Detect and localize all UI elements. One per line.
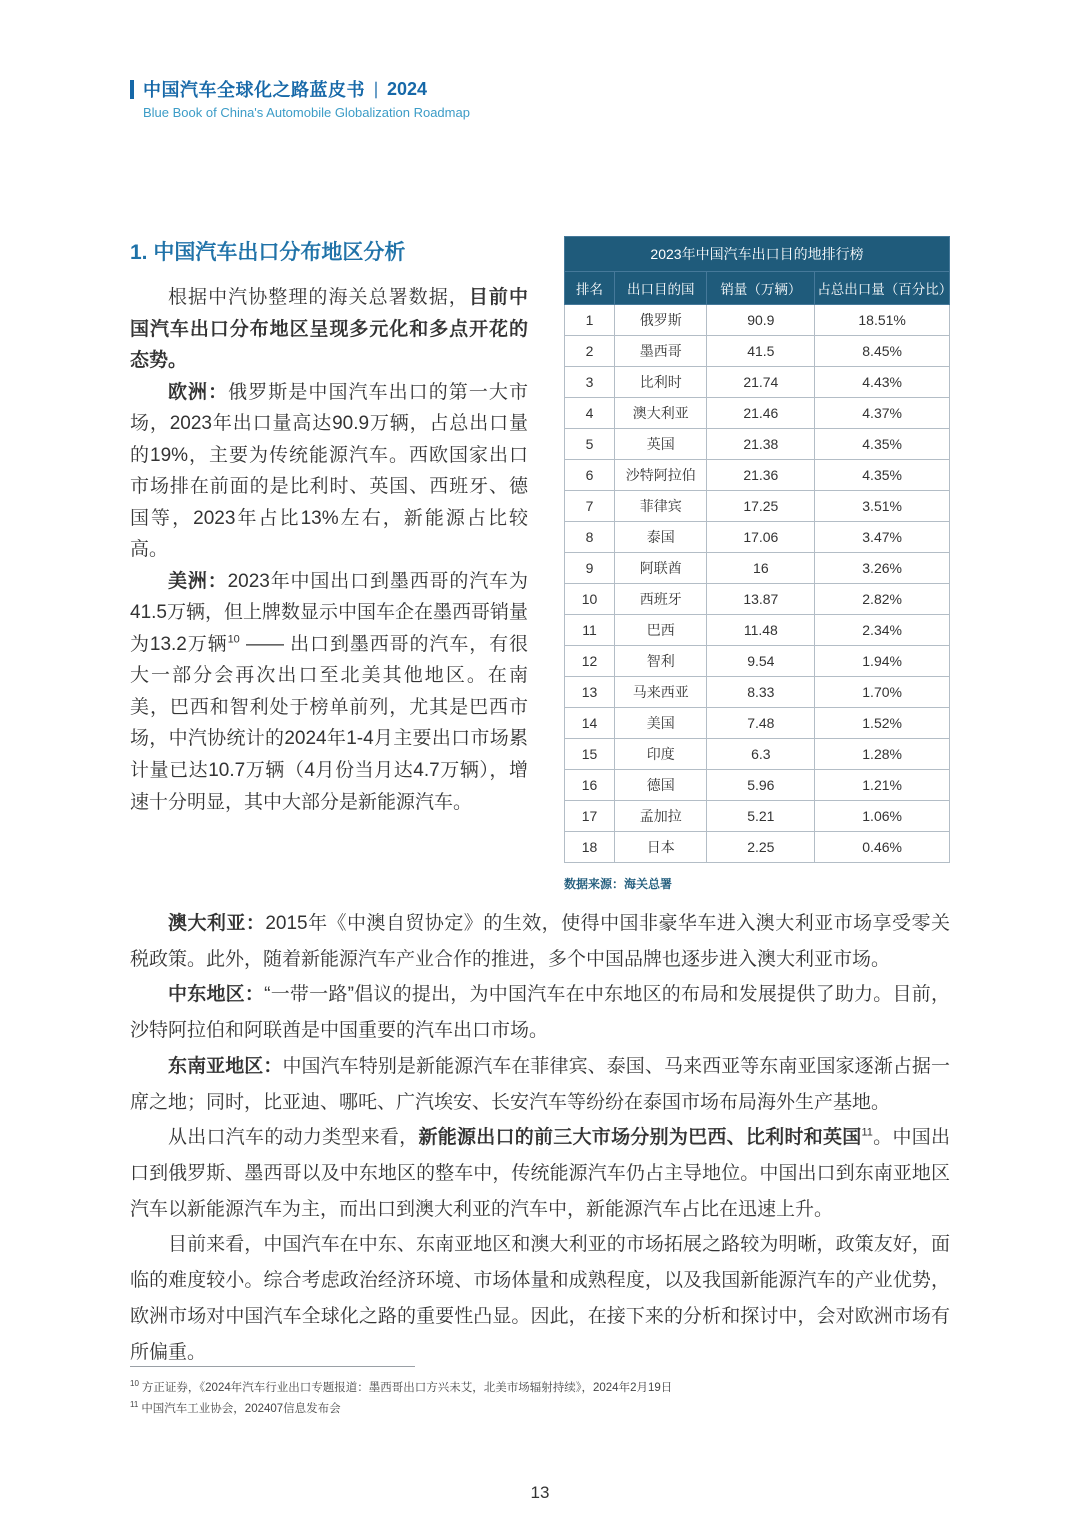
table-cell: 孟加拉 <box>615 801 707 832</box>
table-column-header: 占总出口量（百分比） <box>815 272 950 305</box>
text-segment: 俄罗斯是中国汽车出口的第一大市场，2023年出口量高达90.9万辆，占总出口量的19%，主要为传统能源汽车。西欧国家出口市场排在前面的是比利时、英国、西班牙、德国等，2023年占比13%左右，新能源占比较高。 <box>130 381 528 561</box>
table-cell: 14 <box>565 708 615 739</box>
table-cell: 21.38 <box>707 429 815 460</box>
table-row <box>565 522 950 553</box>
table-row <box>565 677 950 708</box>
table-cell: 2.82% <box>815 584 950 615</box>
table-cell: 16 <box>565 770 615 801</box>
page-content <box>130 236 953 1370</box>
table-source-note: 数据来源：海关总署 <box>564 877 673 891</box>
table-cell: 4.35% <box>815 429 950 460</box>
table-cell: 2.25 <box>707 832 815 863</box>
footnote-text: 方正证券，《2024年汽车行业出口专题报道：墨西哥出口方兴未艾，北美市场辐射持续》，2024年2月19日 <box>141 1381 673 1394</box>
table-cell: 16 <box>707 553 815 584</box>
table-cell: 墨西哥 <box>615 336 707 367</box>
table-column-header: 排名 <box>565 272 615 305</box>
table-cell: 8.45% <box>815 336 950 367</box>
table-cell: 6 <box>565 460 615 491</box>
table-row <box>565 398 950 429</box>
table-cell: 15 <box>565 739 615 770</box>
body-paragraph <box>130 1049 950 1120</box>
export-ranking-table <box>564 236 953 863</box>
body-paragraph <box>130 977 950 1048</box>
table-cell: 马来西亚 <box>615 677 707 708</box>
bold-text: 中东地区： <box>168 984 265 1006</box>
table-row <box>565 429 950 460</box>
table-column <box>564 236 953 892</box>
table-cell: 13.87 <box>707 584 815 615</box>
table-cell: 印度 <box>615 739 707 770</box>
table-row <box>565 615 950 646</box>
table-cell: 4.35% <box>815 460 950 491</box>
table-row <box>565 739 950 770</box>
table-title: 2023年中国汽车出口目的地排行榜 <box>565 237 950 272</box>
table-cell: 17.06 <box>707 522 815 553</box>
table-cell: 13 <box>565 677 615 708</box>
table-cell: 21.46 <box>707 398 815 429</box>
bold-text: 目前中国汽车出口分布地区呈现多元化和多点开花的态势。 <box>130 287 528 372</box>
table-cell: 美国 <box>615 708 707 739</box>
table-cell: 5.96 <box>707 770 815 801</box>
table-row <box>565 770 950 801</box>
table-cell: 泰国 <box>615 522 707 553</box>
header-title: 中国汽车全球化之路蓝皮书 <box>143 80 365 100</box>
table-cell: 90.9 <box>707 305 815 336</box>
page-number: 13 <box>530 1483 550 1502</box>
table-cell: 5 <box>565 429 615 460</box>
footnote-divider <box>130 1366 415 1367</box>
text-segment: 2023年中国出口到墨西哥的汽车为41.5万辆，但上牌数显示中国车企在墨西哥销量为13.2万辆 <box>130 570 528 655</box>
table-title-row <box>565 237 950 272</box>
table-cell: 3.26% <box>815 553 950 584</box>
table-cell: 11.48 <box>707 615 815 646</box>
table-cell: 9 <box>565 553 615 584</box>
table-cell: 21.74 <box>707 367 815 398</box>
table-column-header: 销量（万辆） <box>707 272 815 305</box>
text-segment: 目前来看，中国汽车在中东、东南亚地区和澳大利亚的市场拓展之路较为明晰，政策友好，面临的难度较小。综合考虑政治经济环境、市场体量和成熟程度，以及我国新能源汽车的产业优势，欧洲市场对中国汽车全球化之路的重要性凸显。因此，在接下来的分析和探讨中，会对欧洲市场有所偏重。 <box>130 1234 950 1363</box>
footnote-number: 10 <box>130 1379 139 1388</box>
footnote <box>130 1377 950 1398</box>
table-cell: 3.51% <box>815 491 950 522</box>
body-paragraph <box>130 377 528 566</box>
header-subtitle: Blue Book of China's Automobile Globalization Roadmap <box>143 105 470 120</box>
footnote-ref: 10 <box>227 633 240 646</box>
table-column-header: 出口目的国 <box>615 272 707 305</box>
table-cell: 比利时 <box>615 367 707 398</box>
bold-text: 新能源出口的前三大市场分别为巴西、比利时和英国 <box>418 1127 862 1149</box>
table-body <box>565 305 950 863</box>
table-row <box>565 801 950 832</box>
table-cell: 沙特阿拉伯 <box>615 460 707 491</box>
table-cell: 智利 <box>615 646 707 677</box>
header-title-row <box>130 76 950 102</box>
text-segment: —— 出口到墨西哥的汽车，有很大一部分会再次出口至北美其他地区。在南美，巴西和智利处于榜单前列，尤其是巴西市场，中汽协统计的2024年1-4月主要出口市场累计量已达10.7万辆（4月份当月达4.7万辆），增速十分明显，其中大部分是新能源汽车。 <box>130 633 528 813</box>
table-row <box>565 460 950 491</box>
section-title: 1. 中国汽车出口分布地区分析 <box>130 241 406 264</box>
table-cell: 英国 <box>615 429 707 460</box>
table-row <box>565 584 950 615</box>
bold-text: 东南亚地区： <box>168 1055 283 1077</box>
table-row <box>565 305 950 336</box>
table-cell: 1.70% <box>815 677 950 708</box>
table-row <box>565 708 950 739</box>
table-cell: 澳大利亚 <box>615 398 707 429</box>
body-paragraph <box>130 282 528 377</box>
table-row <box>565 646 950 677</box>
table-row <box>565 491 950 522</box>
table-cell: 菲律宾 <box>615 491 707 522</box>
table-cell: 7.48 <box>707 708 815 739</box>
header-accent-bar <box>130 80 134 99</box>
text-segment: “一带一路”倡议的提出，为中国汽车在中东地区的布局和发展提供了助力。目前，沙特阿拉伯和阿联酋是中国重要的汽车出口市场。 <box>130 984 950 1042</box>
table-cell: 2 <box>565 336 615 367</box>
table-cell: 1.94% <box>815 646 950 677</box>
footnote <box>130 1398 950 1419</box>
table-row <box>565 832 950 863</box>
body-paragraph <box>130 1120 950 1227</box>
table-cell: 11 <box>565 615 615 646</box>
table-cell: 0.46% <box>815 832 950 863</box>
footnote-text: 中国汽车工业协会，202407信息发布会 <box>141 1402 341 1415</box>
text-segment: 根据中汽协整理的海关总署数据， <box>168 287 469 308</box>
table-cell: 17.25 <box>707 491 815 522</box>
table-cell: 阿联酋 <box>615 553 707 584</box>
body-paragraph <box>130 566 528 818</box>
table-cell: 9.54 <box>707 646 815 677</box>
bold-text: 美洲： <box>168 570 228 592</box>
body-paragraph <box>130 906 950 977</box>
table-cell: 8 <box>565 522 615 553</box>
footnote-number: 11 <box>130 1399 139 1409</box>
text-segment: 2015年《中澳自贸协定》的生效，使得中国非豪华车进入澳大利亚市场享受零关税政策。此外，随着新能源汽车产业合作的推进，多个中国品牌也逐步进入澳大利亚市场。 <box>130 913 950 970</box>
bold-text: 澳大利亚： <box>168 913 266 934</box>
table-cell: 日本 <box>615 832 707 863</box>
table-cell: 12 <box>565 646 615 677</box>
header-separator: ｜ <box>368 82 385 100</box>
table-row <box>565 336 950 367</box>
table-cell: 巴西 <box>615 615 707 646</box>
header-year: 2024 <box>387 78 428 99</box>
table-cell: 3 <box>565 367 615 398</box>
table-cell: 俄罗斯 <box>615 305 707 336</box>
table-row <box>565 553 950 584</box>
text-segment: 从出口汽车的动力类型来看， <box>168 1127 419 1149</box>
page-header <box>130 76 950 120</box>
table-cell: 2.34% <box>815 615 950 646</box>
table-cell: 1.52% <box>815 708 950 739</box>
footnote-ref: 11 <box>861 1126 873 1139</box>
two-column-section <box>130 236 953 892</box>
table-cell: 4.37% <box>815 398 950 429</box>
full-width-paragraphs <box>130 906 950 1370</box>
table-cell: 4.43% <box>815 367 950 398</box>
table-row <box>565 367 950 398</box>
table-cell: 1.06% <box>815 801 950 832</box>
text-segment: 。中国出口到俄罗斯、墨西哥以及中东地区的整车中，传统能源汽车仍占主导地位。中国出口到东南亚地区汽车以新能源汽车为主，而出口到澳大利亚的汽车中，新能源汽车占比在迅速上升。 <box>130 1127 950 1220</box>
table-cell: 1.28% <box>815 739 950 770</box>
table-cell: 18 <box>565 832 615 863</box>
table-header-row <box>565 272 950 305</box>
table-cell: 41.5 <box>707 336 815 367</box>
text-segment: 中国汽车特别是新能源汽车在菲律宾、泰国、马来西亚等东南亚国家逐渐占据一席之地；同时，比亚迪、哪吒、广汽埃安、长安汽车等纷纷在泰国市场布局海外生产基地。 <box>130 1055 950 1113</box>
table-cell: 3.47% <box>815 522 950 553</box>
body-paragraph <box>130 1227 950 1370</box>
table-cell: 6.3 <box>707 739 815 770</box>
table-cell: 7 <box>565 491 615 522</box>
left-text-column <box>130 236 528 818</box>
footnotes-section <box>130 1366 950 1419</box>
table-cell: 1.21% <box>815 770 950 801</box>
bold-text: 欧洲： <box>168 381 229 403</box>
table-cell: 西班牙 <box>615 584 707 615</box>
table-cell: 18.51% <box>815 305 950 336</box>
table-cell: 德国 <box>615 770 707 801</box>
table-cell: 1 <box>565 305 615 336</box>
table-cell: 5.21 <box>707 801 815 832</box>
table-cell: 10 <box>565 584 615 615</box>
table-cell: 8.33 <box>707 677 815 708</box>
table-cell: 17 <box>565 801 615 832</box>
table-cell: 4 <box>565 398 615 429</box>
table-cell: 21.36 <box>707 460 815 491</box>
